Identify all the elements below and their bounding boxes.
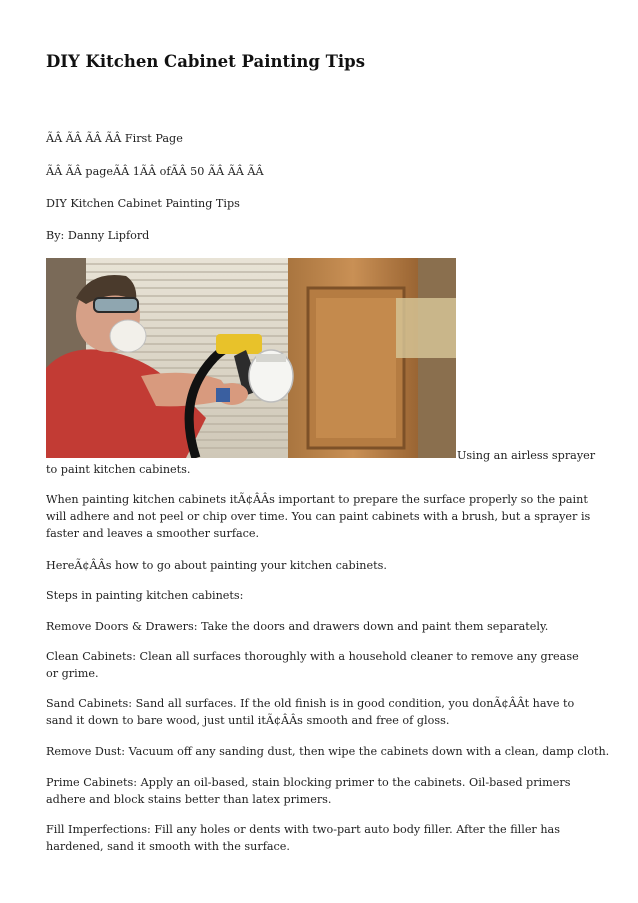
step-remove-doors: Remove Doors & Drawers: Take the doors and drawers down and paint them separately.	[46, 620, 549, 633]
first-page-link[interactable]: ÃÂ ÃÂ ÃÂ ÃÂ First Page	[46, 132, 183, 145]
paragraph-steps-heading: Steps in painting kitchen cabinets:	[46, 589, 244, 602]
image-caption-line-2: to paint kitchen cabinets.	[46, 463, 191, 476]
document-title: DIY Kitchen Cabinet Painting Tips	[46, 52, 366, 71]
step-prime-cabinets: Prime Cabinets: Apply an oil-based, stain blocking primer to the cabinets. Oil-based primers adhere and block stains better than latex primers.	[46, 776, 571, 806]
page-count-indicator: ÃÂ ÃÂ pageÃÂ 1ÃÂ ofÃÂ 50 ÃÂ ÃÂ ÃÂ	[46, 165, 264, 178]
step-remove-dust: Remove Dust: Vacuum off any sanding dust, then wipe the cabinets down with a clean, damp cloth.	[46, 745, 610, 758]
step-fill-imperfections: Fill Imperfections: Fill any holes or dents with two-part auto body filler. After the filler has hardened, sand it smooth with the surface.	[46, 823, 560, 853]
step-clean-cabinets: Clean Cabinets: Clean all surfaces thoroughly with a household cleaner to remove any grease or grime.	[46, 650, 579, 680]
article-subtitle: DIY Kitchen Cabinet Painting Tips	[46, 197, 240, 210]
cabinet-painting-photo	[46, 258, 456, 458]
article-byline: By: Danny Lipford	[46, 229, 150, 242]
image-caption-line-1: Using an airless sprayer	[457, 449, 596, 462]
step-sand-cabinets: Sand Cabinets: Sand all surfaces. If the old finish is in good condition, you donÃ¢ÂÂt have to sand it down to bare wood, just until itÃ¢ÂÂs smooth and free of gloss.	[46, 697, 575, 727]
paragraph-how-to: HereÃ¢ÂÂs how to go about painting your kitchen cabinets.	[46, 559, 387, 572]
paragraph-intro: When painting kitchen cabinets itÃ¢ÂÂs important to prepare the surface properly so the paint will adhere and not peel or chip over time. You can paint cabinets with a brush, but a sprayer is faster and leaves a smoother surface.	[46, 493, 591, 540]
